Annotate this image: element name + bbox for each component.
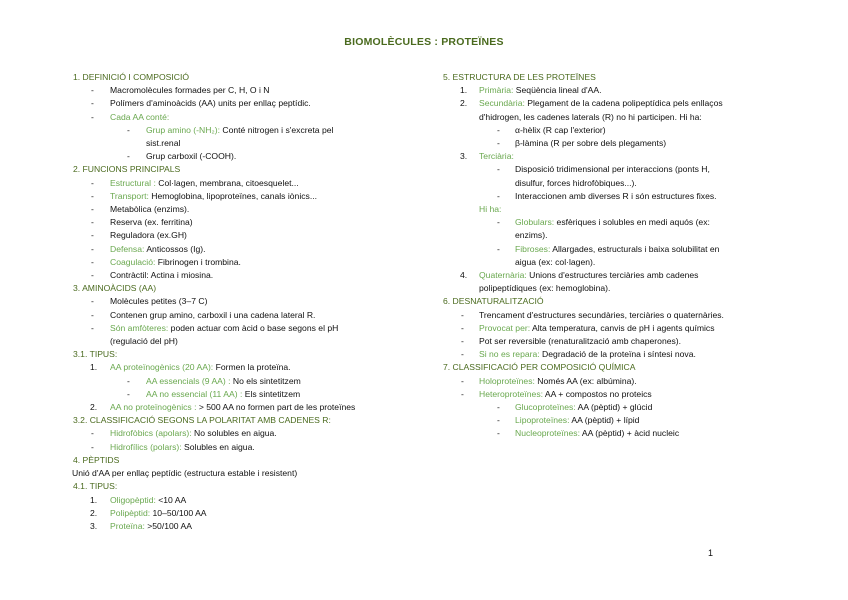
dash-marker: -: [91, 270, 94, 281]
item-term: Polipèptid:: [110, 507, 151, 518]
item-continuation: enzims).: [515, 230, 548, 241]
number-marker: 3.: [90, 520, 98, 531]
number-marker: 3.: [460, 151, 468, 162]
item-text: Trencament d'estructures secundàries, terciàries o quaternàries.: [479, 309, 724, 320]
list-item: [73, 256, 433, 269]
list-item: [443, 163, 783, 176]
dash-marker: -: [91, 243, 94, 254]
list-item: [443, 190, 783, 203]
number-marker: 1.: [90, 494, 98, 505]
dash-marker: -: [91, 98, 94, 109]
list-item: [443, 335, 783, 348]
item-continuation: d'hidrogen, les cadenes laterals (R) no hi participen. Hi ha:: [479, 111, 702, 122]
dash-marker: -: [127, 124, 130, 135]
list-item: [443, 150, 783, 163]
list-item: [443, 414, 783, 427]
item-text: AA (pèptid) + lípid: [569, 415, 640, 426]
dash-marker: -: [127, 375, 130, 386]
section-heading-1: 1. DEFINICIÓ I COMPOSICIÓ: [73, 72, 190, 82]
item-text: Col·lagen, membrana, citoesquelet...: [155, 177, 299, 188]
list-item: [443, 137, 783, 150]
list-item: [73, 401, 433, 414]
item-continuation: (regulació del pH): [110, 336, 178, 347]
page-title: BIOMOLÈCULES : PROTEÏNES: [344, 36, 504, 48]
item-term: Quaternària:: [479, 270, 527, 281]
item-text: esfèriques i solubles en medi aquós (ex:: [554, 217, 710, 228]
dash-marker: -: [91, 111, 94, 122]
item-text: No els sintetitzem: [230, 375, 301, 386]
item-text: Allargades, estructurals i baixa solubilitat en: [550, 243, 720, 254]
list-item: [73, 216, 433, 229]
item-text: Pot ser reversible (renaturalització amb chaperones).: [479, 336, 682, 347]
item-term: AA proteïnogènics (20 AA):: [110, 362, 214, 373]
item-text: Metabòlica (enzims).: [110, 204, 190, 215]
item-term: Hidrofílics (polars):: [110, 441, 182, 452]
item-text: >50/100 AA: [144, 520, 192, 531]
list-item: [443, 401, 783, 414]
list-item: [73, 295, 433, 308]
item-text: No solubles en aigua.: [191, 428, 277, 439]
list-item: [443, 124, 783, 137]
section-heading-6: 6. DESNATURALITZACIÓ: [443, 296, 544, 307]
section-heading-2: 2. FUNCIONS PRINCIPALS: [73, 164, 181, 175]
item-continuation: aigua (ex: col·lagen).: [515, 256, 596, 267]
item-text: <10 AA: [155, 494, 187, 505]
item-term: Nucleoproteïnes:: [515, 428, 580, 439]
list-item: [73, 190, 433, 203]
item-term: Si no es repara:: [479, 349, 540, 360]
list-item: [73, 229, 433, 242]
section-heading-3-1: 3.1. TIPUS:: [73, 349, 118, 360]
item-term: Terciària:: [479, 151, 514, 162]
item-text: Grup carboxil (-COOH).: [146, 151, 237, 162]
item-term: Globulars:: [515, 217, 555, 228]
number-marker: 4.: [460, 270, 468, 281]
list-item: [443, 243, 783, 256]
list-item: [73, 243, 433, 256]
item-term: Provocat per:: [479, 322, 531, 333]
dash-marker: -: [497, 138, 500, 149]
item-text: Cada AA conté:: [110, 111, 170, 122]
item-continuation: disulfur, forces hidrofòbiques...).: [515, 177, 637, 188]
number-marker: 2.: [90, 507, 98, 518]
list-item: [73, 84, 433, 97]
list-item: [73, 427, 433, 440]
dash-marker: -: [497, 415, 500, 426]
list-item: [73, 203, 433, 216]
list-item: [73, 361, 433, 374]
item-text: 10–50/100 AA: [150, 507, 207, 518]
list-item: [73, 322, 433, 335]
number-marker: 1.: [90, 362, 98, 373]
list-item: [73, 494, 433, 507]
item-term: Proteïna:: [110, 520, 145, 531]
dash-marker: -: [497, 217, 500, 228]
item-text: Macromolècules formades per C, H, O i N: [110, 85, 270, 96]
number-marker: 2.: [460, 98, 468, 109]
list-item: [73, 269, 433, 282]
dash-marker: -: [91, 322, 94, 333]
item-text: Formen la proteïna.: [213, 362, 291, 373]
item-text: β-làmina (R per sobre dels plegaments): [515, 138, 667, 149]
list-item: [443, 97, 783, 110]
list-item: [73, 520, 433, 533]
section-heading-3-2: 3.2. CLASSIFICACIÓ SEGONS LA POLARITAT AMB CADENES R:: [73, 415, 331, 426]
list-item: [443, 322, 783, 335]
item-term: Coagulació:: [110, 256, 156, 267]
item-text: Polímers d'aminoàcids (AA) units per enllaç peptídic.: [110, 98, 311, 109]
dash-marker: -: [461, 322, 464, 333]
dash-marker: -: [127, 388, 130, 399]
item-term: Són amfòteres:: [110, 322, 169, 333]
item-text: Disposició tridimensional per interaccions (ponts H,: [515, 164, 710, 175]
dash-marker: -: [497, 124, 500, 135]
list-item: [73, 375, 433, 388]
dash-marker: -: [461, 388, 464, 399]
page-number: 1: [708, 548, 714, 558]
list-item: [73, 441, 433, 454]
list-item: [73, 124, 433, 137]
list-item: [443, 309, 783, 322]
item-term: AA essencials (9 AA) :: [146, 375, 231, 386]
list-item: [73, 177, 433, 190]
item-text: Plegament de la cadena polipeptídica pels enllaços: [524, 98, 723, 109]
dash-marker: -: [91, 204, 94, 215]
item-term: Transport:: [110, 190, 149, 201]
item-text: Els sintetitzem: [242, 388, 301, 399]
item-text: Reserva (ex. ferritina): [110, 217, 193, 228]
dash-marker: -: [91, 177, 94, 188]
item-continuation: sist.renal: [146, 138, 181, 149]
right-column: [443, 71, 783, 441]
list-item: [443, 84, 783, 97]
dash-marker: -: [497, 428, 500, 439]
item-text: AA (pèptid) + àcid nucleic: [579, 428, 680, 439]
list-item: [443, 427, 783, 440]
item-text: Anticossos (Ig).: [144, 243, 206, 254]
item-term: Estructural :: [110, 177, 156, 188]
section-heading-4-1: 4.1. TIPUS:: [73, 481, 118, 492]
item-term: Lipoproteïnes:: [515, 415, 570, 426]
number-marker: 2.: [90, 402, 98, 413]
list-item: [443, 375, 783, 388]
dash-marker: -: [461, 375, 464, 386]
item-text: Reguladora (ex.GH): [110, 230, 187, 241]
item-text: Solubles en aigua.: [181, 441, 255, 452]
item-text: Seqüència lineal d'AA.: [513, 85, 602, 96]
list-item: [73, 150, 433, 163]
section-heading-7: 7. CLASSIFICACIÓ PER COMPOSICIÓ QUÍMICA: [443, 362, 636, 373]
dash-marker: -: [91, 428, 94, 439]
item-text: Fibrinogen i trombina.: [155, 256, 241, 267]
item-text: Només AA (ex: albúmina).: [534, 375, 637, 386]
item-text: Unions d'estructures terciàries amb cadenes: [526, 270, 699, 281]
subheading-hi-ha: Hi ha:: [479, 204, 502, 215]
item-term: Grup amino (-NH₂):: [146, 124, 221, 135]
item-term: Defensa:: [110, 243, 145, 254]
section-heading-5: 5. ESTRUCTURA DE LES PROTEÏNES: [443, 72, 596, 82]
item-term: Primària:: [479, 85, 514, 96]
list-item: [73, 309, 433, 322]
dash-marker: -: [91, 85, 94, 96]
dash-marker: -: [91, 256, 94, 267]
dash-marker: -: [91, 217, 94, 228]
item-text: Molècules petites (3–7 C): [110, 296, 208, 307]
item-text: AA + compostos no proteics: [543, 388, 652, 399]
item-term: AA no proteïnogènics :: [110, 402, 197, 413]
item-term: Glucoproteïnes:: [515, 402, 576, 413]
item-text: > 500 AA no formen part de les proteïnes: [196, 402, 356, 413]
list-item: [73, 507, 433, 520]
list-item: [73, 111, 433, 124]
dash-marker: -: [461, 309, 464, 320]
dash-marker: -: [461, 336, 464, 347]
list-item: [443, 269, 783, 282]
list-item: [443, 348, 783, 361]
item-text: Conté nitrogen i s'excreta pel: [220, 124, 334, 135]
dash-marker: -: [497, 243, 500, 254]
item-term: Holoproteïnes:: [479, 375, 535, 386]
item-term: Oligopèptid:: [110, 494, 156, 505]
item-term: Secundària:: [479, 98, 525, 109]
item-term: Heteroproteïnes:: [479, 388, 544, 399]
item-term: Hidrofòbics (apolars):: [110, 428, 192, 439]
item-text: Contenen grup amino, carboxil i una cadena lateral R.: [110, 309, 316, 320]
number-marker: 1.: [460, 85, 468, 96]
item-text: Alta temperatura, canvis de pH i agents químics: [530, 322, 715, 333]
list-item: [73, 97, 433, 110]
dash-marker: -: [91, 230, 94, 241]
paragraph: Unió d'AA per enllaç peptídic (estructura estable i resistent): [72, 468, 298, 479]
dash-marker: -: [91, 296, 94, 307]
list-item: [443, 216, 783, 229]
item-continuation: polipeptídiques (ex: hemoglobina).: [479, 283, 611, 294]
dash-marker: -: [497, 164, 500, 175]
list-item: [73, 388, 433, 401]
item-text: Degradació de la proteïna i síntesi nova.: [539, 349, 696, 360]
item-text: AA (pèptid) + glúcid: [575, 402, 653, 413]
dash-marker: -: [91, 309, 94, 320]
item-text: Hemoglobina, lipoproteïnes, canals iònics...: [148, 190, 317, 201]
item-term: Fibroses:: [515, 243, 551, 254]
list-item: [443, 388, 783, 401]
dash-marker: -: [127, 151, 130, 162]
dash-marker: -: [497, 402, 500, 413]
section-heading-3: 3. AMINOÀCIDS (AA): [73, 283, 157, 294]
dash-marker: -: [91, 190, 94, 201]
dash-marker: -: [461, 349, 464, 360]
dash-marker: -: [497, 190, 500, 201]
item-text: α-hèlix (R cap l'exterior): [515, 124, 606, 135]
item-text: poden actuar com àcid o base segons el pH: [168, 322, 339, 333]
item-term: AA no essencial (11 AA) :: [146, 388, 243, 399]
section-heading-4: 4. PÈPTIDS: [73, 454, 120, 465]
item-text: Contràctil: Actina i miosina.: [110, 270, 214, 281]
left-column: [73, 71, 433, 533]
item-text: Interaccionen amb diverses R i són estructures fixes.: [515, 190, 717, 201]
dash-marker: -: [91, 441, 94, 452]
